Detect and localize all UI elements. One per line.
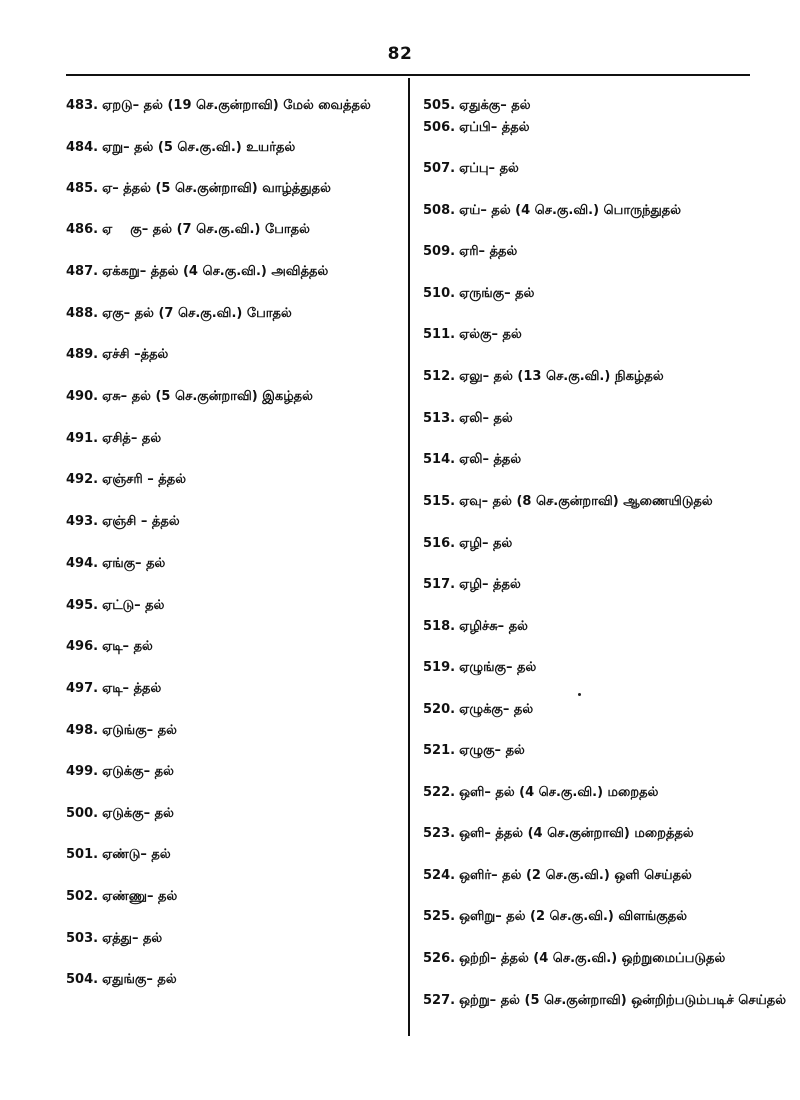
entry-525: 525. ஒளிறு– தல் (2 செ.கு.வி.) விளங்குதல் — [423, 909, 688, 924]
entry-508: 508. ஏய்– தல் (4 செ.கு.வி.) பொருந்துதல் — [423, 203, 682, 218]
entry-526: 526. ஒற்றி– த்தல் (4 செ.கு.வி.) ஒற்றுமைப்படுதல் — [423, 951, 726, 966]
entry-524: 524. ஒளிர்– தல் (2 செ.கு.வி.) ஒளி செய்தல் — [423, 868, 692, 883]
entry-504: 504. ஏதுங்கு– தல் — [66, 972, 177, 987]
entry-518: 518. ஏழிச்சு– தல் — [423, 619, 528, 634]
entry-500: 500. ஏடுக்கு– தல் — [66, 806, 174, 821]
entry-512: 512. ஏலு– தல் (13 செ.கு.வி.) நிகழ்தல் — [423, 369, 664, 384]
entry-491: 491. ஏசித்– தல் — [66, 431, 162, 446]
entry-523: 523. ஒளி– த்தல் (4 செ.குன்றாவி) மறைத்தல் — [423, 826, 694, 841]
entry-511: 511. ஏல்கு– தல் — [423, 327, 522, 342]
entry-513: 513. ஏலி– தல் — [423, 411, 513, 426]
entry-483: 483. ஏறடு– தல் (19 செ.குன்றாவி) மேல் வைத்தல் — [66, 98, 371, 113]
entry-493: 493. ஏஞ்சி – த்தல் — [66, 514, 180, 529]
entry-490: 490. ஏசு– தல் (5 செ.குன்றாவி) இகழ்தல் — [66, 389, 313, 404]
entry-499: 499. ஏடுக்கு– தல் — [66, 764, 174, 779]
entry-498: 498. ஏடுங்கு– தல் — [66, 723, 177, 738]
entry-501: 501. ஏண்டு– தல் — [66, 847, 171, 862]
entry-516: 516. ஏழி– தல் — [423, 536, 513, 551]
entry-494: 494. ஏங்கு– தல் — [66, 556, 166, 571]
entry-486: 486. ஏ கு– தல் (7 செ.கு.வி.) போதல் — [66, 222, 310, 237]
page-number: 82 — [387, 44, 413, 64]
column-divider — [408, 78, 410, 1036]
entry-503: 503. ஏத்து– தல் — [66, 931, 163, 946]
entry-506: 506. ஏப்பி– த்தல் — [423, 120, 530, 135]
scan-speck — [578, 693, 581, 696]
entry-519: 519. ஏழுங்கு– தல் — [423, 660, 537, 675]
entry-485: 485. ஏ– த்தல் (5 செ.குன்றாவி) வாழ்த்துதல் — [66, 181, 331, 196]
entry-514: 514. ஏலி– த்தல் — [423, 452, 522, 467]
entry-521: 521. ஏழுகு– தல் — [423, 743, 525, 758]
entry-484: 484. ஏறு– தல் (5 செ.கு.வி.) உயர்தல் — [66, 140, 296, 155]
entry-488: 488. ஏகு– தல் (7 செ.கு.வி.) போதல் — [66, 306, 292, 321]
entry-522: 522. ஒளி– தல் (4 செ.கு.வி.) மறைதல் — [423, 785, 659, 800]
entry-510: 510. ஏருங்கு– தல் — [423, 286, 535, 301]
entry-492: 492. ஏஞ்சரி – த்தல் — [66, 472, 186, 487]
entry-505: 505. ஏதுக்கு– தல் — [423, 98, 531, 113]
header-rule — [66, 74, 750, 76]
entry-487: 487. ஏக்கறு– த்தல் (4 செ.கு.வி.) அவித்தல் — [66, 264, 329, 279]
entry-502: 502. ஏண்ணு– தல் — [66, 889, 178, 904]
entry-509: 509. ஏரி– த்தல் — [423, 244, 518, 259]
entry-489: 489. ஏச்சி –த்தல் — [66, 347, 169, 362]
entry-517: 517. ஏழி– த்தல் — [423, 577, 521, 592]
entry-515: 515. ஏவு– தல் (8 செ.குன்றாவி) ஆணையிடுதல் — [423, 494, 713, 509]
entry-495: 495. ஏட்டு– தல் — [66, 598, 165, 613]
entry-507: 507. ஏப்பு– தல் — [423, 161, 519, 176]
entry-520: 520. ஏழுக்கு– தல் — [423, 702, 534, 717]
entry-527: 527. ஒற்று– தல் (5 செ.குன்றாவி) ஒன்றிற்படும்படிச் செய்தல் — [423, 993, 786, 1008]
entry-496: 496. ஏடி– தல் — [66, 639, 153, 654]
entry-497: 497. ஏடி– த்தல் — [66, 681, 162, 696]
